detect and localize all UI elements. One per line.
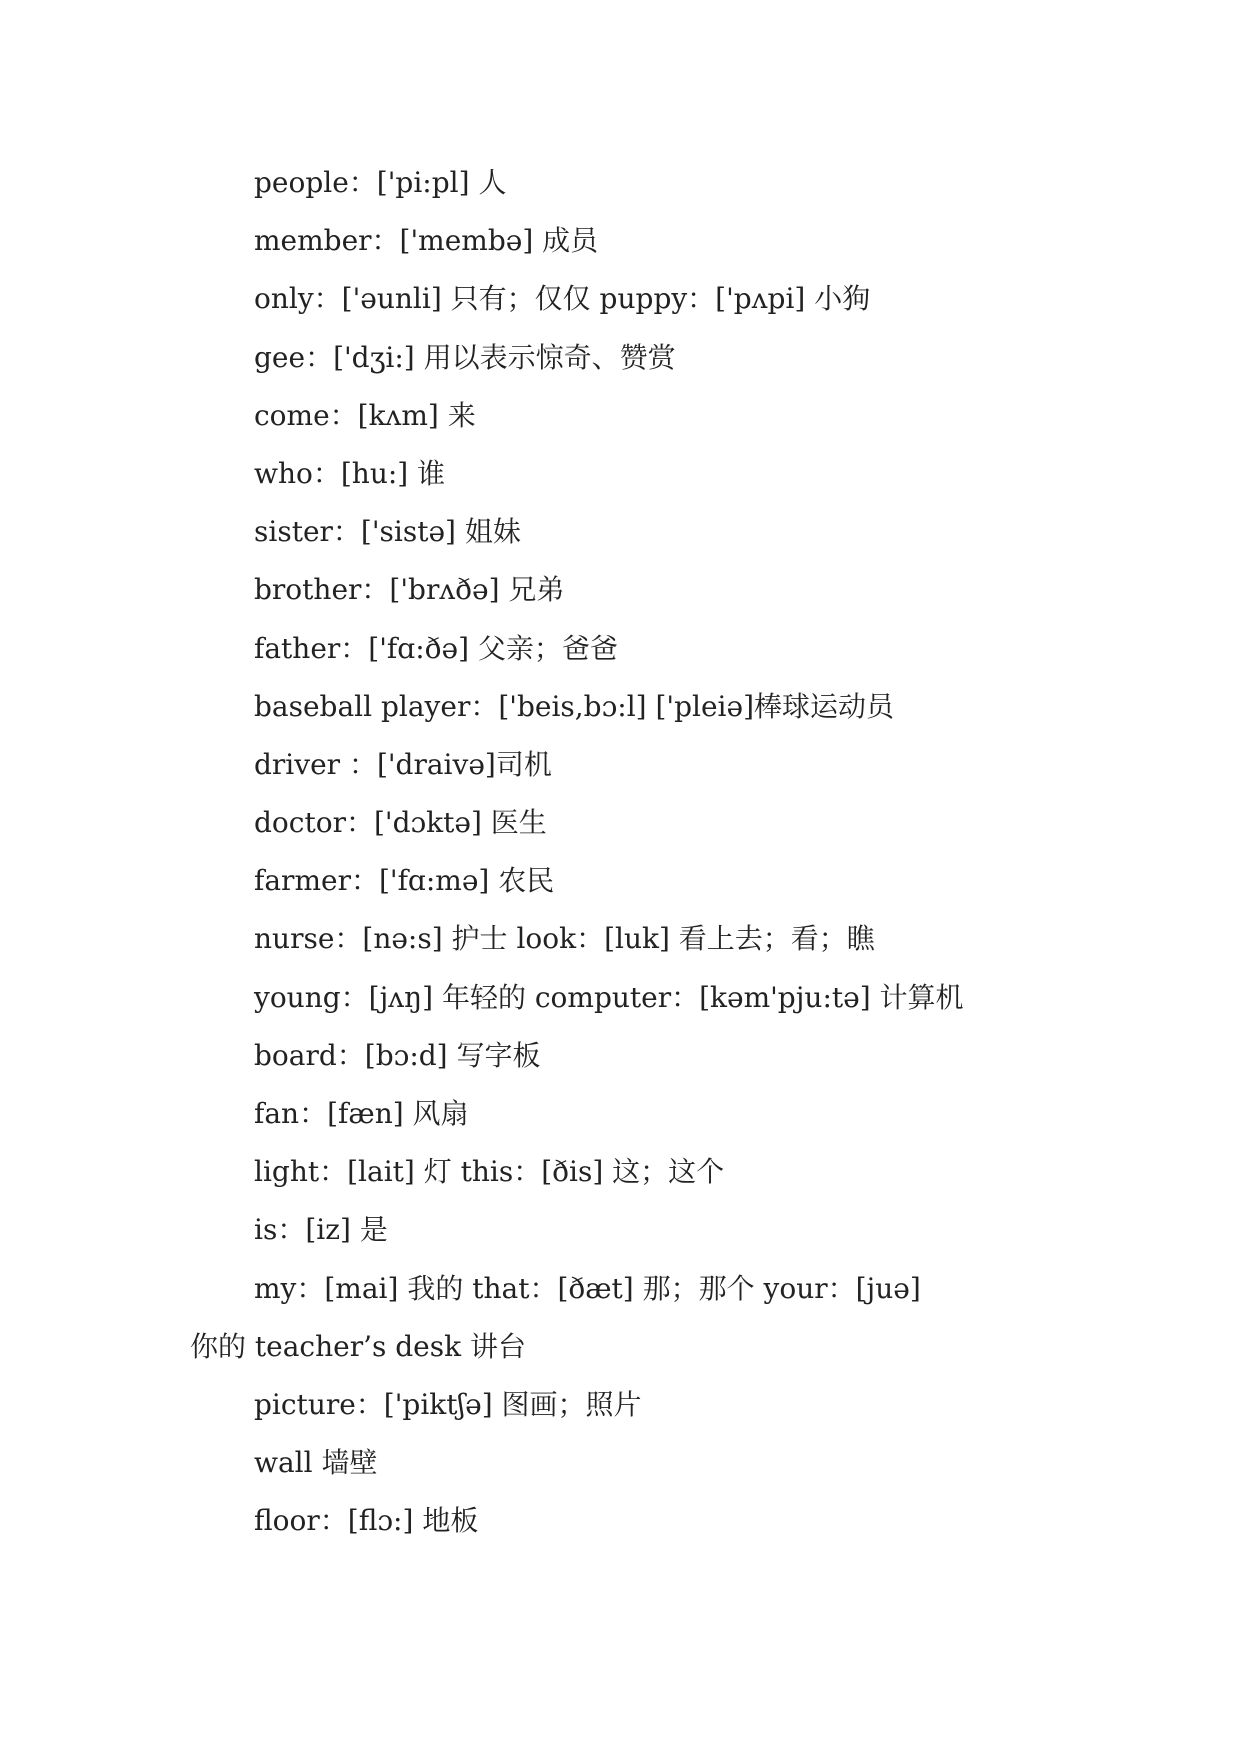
vocab-line-is: is：[iz] 是 [254,1213,388,1247]
vocab-line-brother: brother：['brʌðə] 兄弟 [254,573,565,607]
vocab-line-come: come：[kʌm] 来 [254,398,476,432]
vocab-line-people: people：['pi:pl] 人 [254,166,507,199]
vocabulary-list [190,154,1070,1551]
vocab-line-baseball-player: baseball player：['beis,bɔ:l] ['pleiə]棒球运动员 [254,689,895,723]
vocab-line-nurse-look: nurse：[nə:s] 护士 look：[luk] 看上去；看；瞧 [254,922,875,956]
vocab-line-continuation: 你的 teacher’s desk 讲台 [190,1329,526,1363]
vocab-line-board: board：[bɔ:d] 写字板 [254,1038,541,1072]
vocab-line-fan: fan：[fæn] 风扇 [254,1097,469,1130]
vocab-line-father: father：['fɑ:ðə] 父亲；爸爸 [254,631,618,665]
vocab-line-only-puppy: only：['əunli] 只有；仅仅 puppy：['pʌpi] 小狗 [254,282,871,316]
vocab-line-driver: driver ：['draivə]司机 [254,747,552,781]
vocab-line-picture: picture：['piktʃə] 图画；照片 [254,1387,642,1421]
vocab-line-light-this: light：[lait] 灯 this：[ðis] 这；这个 [254,1155,725,1189]
vocab-line-floor: floor：[flɔ:] 地板 [254,1504,479,1538]
vocab-line-my-that-your: my：[mai] 我的 that：[ðæt] 那；那个 your：[juə] [254,1271,921,1305]
vocab-line-wall: wall 墙壁 [254,1446,378,1480]
vocab-line-gee: gee：['dʒi:] 用以表示惊奇、赞赏 [254,340,676,374]
vocab-line-farmer: farmer：['fɑ:mə] 农民 [254,864,555,898]
vocab-line-member: member：['membə] 成员 [254,224,599,258]
vocab-line-young-computer: young：[jʌŋ] 年轻的 computer：[kəm'pju:tə] 计算机 [254,980,964,1014]
vocab-line-sister: sister：['sistə] 姐妹 [254,515,521,549]
vocab-line-who: who：[hu:] 谁 [254,456,446,490]
vocab-line-doctor: doctor：['dɔktə] 医生 [254,806,547,840]
